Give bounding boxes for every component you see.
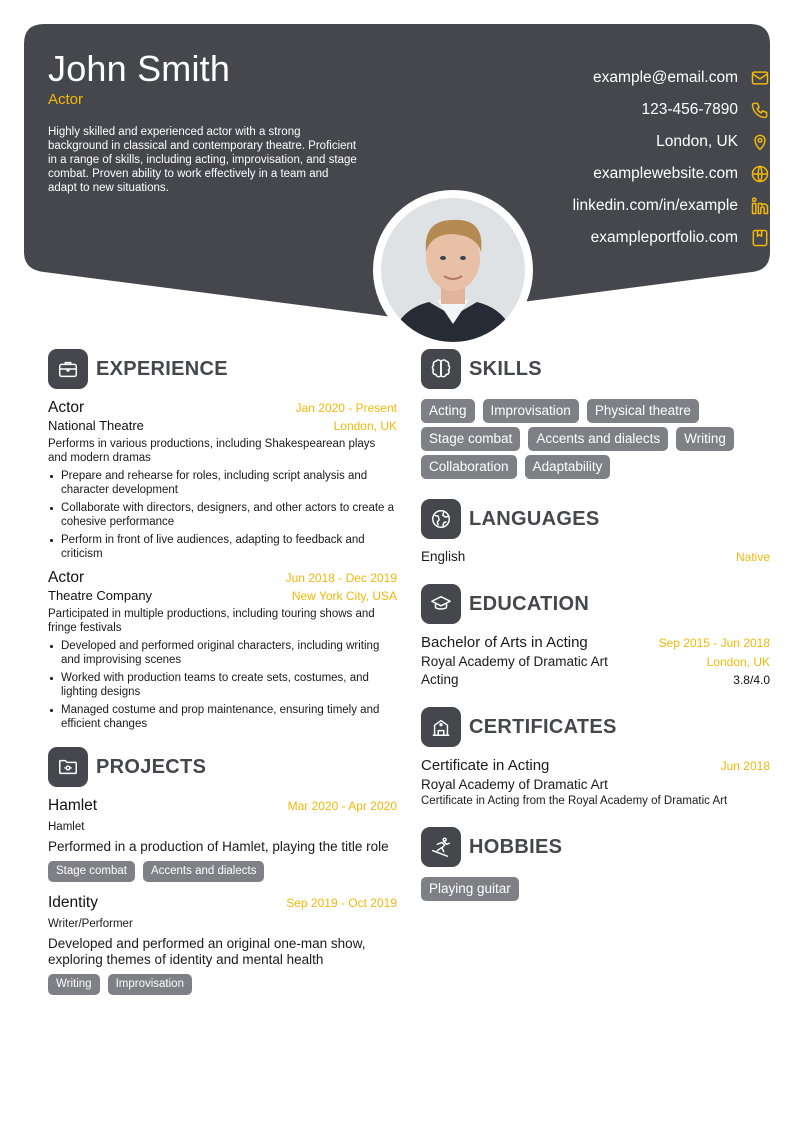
company-name: National Theatre: [48, 418, 144, 433]
profile-summary: Highly skilled and experienced actor with a strong background in classical and contemporary theatre. Proficient in a range of skills, including acting, improvisation, and stage combat. Proven ability to work effectively in a team and adapt to new situations.: [48, 126, 357, 194]
education-degree-row: [421, 634, 770, 651]
job-bullets: [48, 469, 397, 561]
project-tag: Writing: [48, 974, 100, 995]
job-date: Jun 2018 - Dec 2019: [285, 571, 397, 585]
job-location: London, UK: [333, 419, 397, 433]
project-tags: [48, 974, 397, 995]
job-location: New York City, USA: [291, 589, 397, 603]
hobby-list: [421, 877, 770, 901]
institution-icon: [421, 707, 461, 747]
skill-tag: Collaboration: [421, 455, 517, 479]
contact-email-text[interactable]: example@email.com: [593, 69, 738, 86]
job-date: Jan 2020 - Present: [295, 401, 397, 415]
experience-item: [48, 399, 397, 561]
job-bullet: Collaborate with directors, designers, and other actors to create a cohesive performance: [48, 501, 397, 529]
job-bullets: [48, 639, 397, 731]
contact-website-text[interactable]: examplewebsite.com: [593, 165, 738, 182]
education-title: EDUCATION: [469, 592, 590, 615]
job-title: Actor: [48, 569, 85, 586]
certificates-section: [421, 707, 770, 807]
globe-icon: [750, 164, 770, 184]
job-bullet: Prepare and rehearse for roles, including script analysis and character development: [48, 469, 397, 497]
contact-email[interactable]: [430, 62, 770, 94]
skill-tag: Physical theatre: [587, 399, 699, 423]
candidate-name: John Smith: [48, 48, 231, 89]
language-level: Native: [735, 550, 770, 564]
graduation-cap-icon: [421, 584, 461, 624]
hobbies-section: [421, 827, 770, 901]
skill-tag: Stage combat: [421, 427, 520, 451]
education-field: Acting: [421, 672, 459, 687]
certificate-date: Jun 2018: [720, 759, 770, 773]
avatar: [381, 198, 525, 342]
projects-title: PROJECTS: [96, 755, 207, 778]
education-date: Sep 2015 - Jun 2018: [658, 636, 770, 650]
skill-tag: Writing: [676, 427, 734, 451]
job-description: Performs in various productions, including Shakespearean plays and modern dramas: [48, 438, 376, 464]
contact-website[interactable]: [430, 158, 770, 190]
skills-header: [421, 349, 770, 389]
right-column: [421, 349, 770, 921]
project-tags: [48, 861, 397, 882]
language-item: [421, 549, 770, 564]
contact-portfolio-text[interactable]: exampleportfolio.com: [590, 229, 738, 246]
contact-linkedin-text[interactable]: linkedin.com/in/example: [572, 197, 738, 214]
brain-icon: [421, 349, 461, 389]
project-tag: Improvisation: [108, 974, 192, 995]
languages-section: [421, 499, 770, 564]
portfolio-icon: [750, 228, 770, 248]
candidate-role: Actor: [48, 91, 84, 108]
folder-icon: [48, 747, 88, 787]
skill-tag: Adaptability: [525, 455, 611, 479]
languages-header: [421, 499, 770, 539]
hobbies-header: [421, 827, 770, 867]
job-bullet: Worked with production teams to create sets, costumes, and lighting designs: [48, 671, 397, 699]
education-school-row: [421, 654, 770, 669]
education-gpa: 3.8/4.0: [733, 673, 770, 687]
projects-header: [48, 747, 397, 787]
linkedin-icon: [750, 196, 770, 216]
hobby-tag: Playing guitar: [421, 877, 519, 901]
project-tag: Accents and dialects: [143, 861, 264, 882]
language-name: English: [421, 549, 466, 564]
hobbies-title: HOBBIES: [469, 835, 563, 858]
company-name: Theatre Company: [48, 588, 153, 603]
job-bullet: Perform in front of live audiences, adapting to feedback and criticism: [48, 533, 397, 561]
skills-section: [421, 349, 770, 479]
profile-photo-icon: [381, 198, 525, 342]
skill-tag: Accents and dialects: [528, 427, 668, 451]
mail-icon: [750, 68, 770, 88]
job-bullet: Developed and performed original characters, including writing and improvising scenes: [48, 639, 397, 667]
project-item: [48, 797, 397, 882]
certificates-title: CERTIFICATES: [469, 715, 617, 738]
education-header: [421, 584, 770, 624]
contact-phone[interactable]: [430, 94, 770, 126]
job-description: Participated in multiple productions, including touring shows and fringe festivals: [48, 608, 375, 634]
certificate-name-row: [421, 757, 770, 774]
project-date: Mar 2020 - Apr 2020: [287, 799, 397, 813]
project-name: Identity: [48, 894, 98, 911]
skiing-icon: [421, 827, 461, 867]
phone-icon: [750, 100, 770, 120]
certificate-description: Certificate in Acting from the Royal Academy of Dramatic Art: [421, 795, 728, 807]
project-tag: Stage combat: [48, 861, 135, 882]
experience-item: [48, 569, 397, 731]
skill-tag: Acting: [421, 399, 475, 423]
left-column: [48, 349, 397, 1007]
project-name: Hamlet: [48, 797, 98, 814]
project-role: Hamlet: [48, 821, 85, 833]
project-role: Writer/Performer: [48, 918, 133, 930]
location-pin-icon: [750, 132, 770, 152]
job-title: Actor: [48, 399, 85, 416]
education-location: London, UK: [706, 655, 770, 669]
job-bullet: Managed costume and prop maintenance, ensuring timely and efficient changes: [48, 703, 397, 731]
language-globe-icon: [421, 499, 461, 539]
contact-phone-text[interactable]: 123-456-7890: [641, 101, 738, 118]
project-date: Sep 2019 - Oct 2019: [286, 896, 397, 910]
certificates-header: [421, 707, 770, 747]
project-item: [48, 894, 397, 995]
skill-tag: Improvisation: [483, 399, 579, 423]
skill-list: [421, 399, 770, 479]
skills-title: SKILLS: [469, 357, 542, 380]
education-school: Royal Academy of Dramatic Art: [421, 654, 608, 669]
contact-location-text: London, UK: [656, 133, 738, 150]
languages-title: LANGUAGES: [469, 507, 600, 530]
experience-title: EXPERIENCE: [96, 357, 228, 380]
experience-header: [48, 349, 397, 389]
education-field-row: [421, 672, 770, 687]
education-degree: Bachelor of Arts in Acting: [421, 634, 588, 651]
certificate-issuer: Royal Academy of Dramatic Art: [421, 777, 608, 792]
certificate-name: Certificate in Acting: [421, 757, 550, 774]
contact-location: [430, 126, 770, 158]
education-section: [421, 584, 770, 687]
project-description: Developed and performed an original one-man show, exploring themes of identity and mental health: [48, 936, 366, 967]
briefcase-icon: [48, 349, 88, 389]
project-description: Performed in a production of Hamlet, playing the title role: [48, 839, 389, 854]
